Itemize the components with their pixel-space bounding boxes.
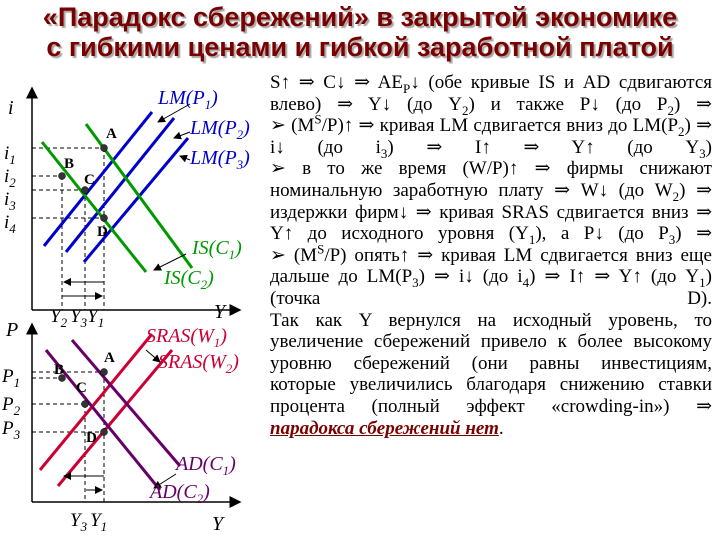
as-ad-point-d: [101, 429, 108, 436]
explanation-bullet-lm-shift-1: ➢ $(M^S/P)↑$ ⇒ кривая LM сдвигается вниз до $LM(P_2)$ ⇒ i↓ (до $i_3$) ⇒ I↑ ⇒ Y↑ (до $Y_3$): [270, 111, 712, 161]
is-label-c2: $IS(C_2)$: [164, 267, 214, 292]
rate-level-i2: $i_2$: [4, 166, 16, 190]
explanation-step-1: S↑ ⇒ C↓ ⇒ $AE_P↓$ (обе кривые IS и AD сдвигаются влево) ⇒ Y↓ (до $Y_2$) и также P↓ (до $P_2$) ⇒: [270, 72, 713, 118]
equilibrium-point-a: [101, 145, 108, 152]
rate-level-i1: $i_1$: [4, 143, 16, 167]
lm-shift-arrow-3: [180, 156, 190, 160]
point-label-a: A: [106, 126, 117, 142]
point-label-b: B: [64, 156, 75, 172]
equilibrium-point-d: [101, 215, 108, 222]
slide-title: [0, 2, 720, 62]
output-levels-bottom: $Y_3$ $Y_1$: [70, 510, 108, 534]
sras-label-w2: $SRAS(W_2)$: [158, 351, 239, 376]
explanation-conclusion: Так как Y вернулся на исходный уровень, то увеличение сбережений привело к более высокому уровню сбережений (они равны инвестициям, которые увеличились благодаря снижению ставки процента (полный эффект «crowding-in») ⇒ парадокса сбережений нет.: [270, 309, 712, 439]
lm-label-p2: $LM(P_2)$: [190, 117, 250, 142]
point-label-c: C: [84, 172, 95, 188]
lm-label-p3: $LM(P_3)$: [190, 147, 250, 172]
explanation-text: [270, 72, 712, 439]
sras-label-w1: $SRAS(W_1)$: [146, 325, 227, 350]
equilibrium-point-b: [59, 173, 66, 180]
as-ad-point-a: [101, 369, 108, 376]
rate-level-i4: $i_4$: [4, 212, 16, 236]
bottom-x-axis-label: Y: [212, 513, 224, 535]
output-levels-top: $Y_2$ $Y_3Y_1$: [50, 306, 105, 330]
bottom-point-label-c: C: [76, 380, 87, 396]
price-level-p2: $P_2$: [2, 394, 21, 418]
bottom-point-label-a: A: [104, 350, 115, 366]
lm-label-p1: $LM(P_1)$: [158, 87, 218, 112]
sras-curve-w1: [40, 334, 152, 470]
ad-label-c2: $AD(C_2)$: [150, 481, 210, 506]
explanation-bullet-wages: ➢ в то же время (W/P)↑ ⇒ фирмы снижают номинальную заработную плату ⇒ W↓ (до $W_2$) ⇒ издержки фирм↓ ⇒ кривая SRAS сдвигается вниз ⇒ Y↑ до исходного уровня $(Y_1)$, а P↓ (до $P_3$) ⇒: [270, 158, 713, 247]
lm-shift-arrow-2: [174, 132, 190, 138]
sras-curve-w2: [58, 350, 172, 486]
bottom-y-axis-label: P: [6, 319, 19, 341]
ad-label-c1: $AD(C_1)$: [176, 453, 236, 478]
as-ad-point-c: [82, 401, 89, 408]
rate-level-i3: $i_3$: [4, 189, 16, 213]
bottom-point-label-d: D: [86, 430, 97, 446]
is-lm-as-ad-diagram: [0, 66, 272, 540]
title-line-1: «Парадокс сбережений» в закрытой экономике: [42, 2, 678, 32]
is-label-c1: $IS(C_1)$: [192, 237, 242, 262]
price-level-p1: $P_1$: [2, 366, 21, 390]
explanation-bullet-lm-shift-2: ➢ $(M^S/P)$ опять↑ ⇒ кривая LM сдвигается вниз еще дальше до $LM(P_3)$ ⇒ i↓ (до $i_4$) ⇒ I↑ ⇒ Y↑ (до $Y_1$) (точка D).: [270, 241, 712, 309]
top-y-axis-label: i: [8, 97, 14, 119]
lm-curve-p2: [66, 118, 174, 252]
point-label-d: D: [97, 224, 108, 240]
top-x-axis-label: Y: [214, 301, 226, 323]
price-level-p3: $P_3$: [2, 418, 21, 442]
title-line-2: с гибкими ценами и гибкой заработной платой: [46, 32, 674, 62]
conclusion-highlight: парадокса сбережений нет: [270, 417, 499, 439]
ad-as-graph: [1, 319, 240, 535]
is-lm-graph: [4, 87, 250, 330]
bottom-point-label-b: B: [54, 362, 65, 378]
